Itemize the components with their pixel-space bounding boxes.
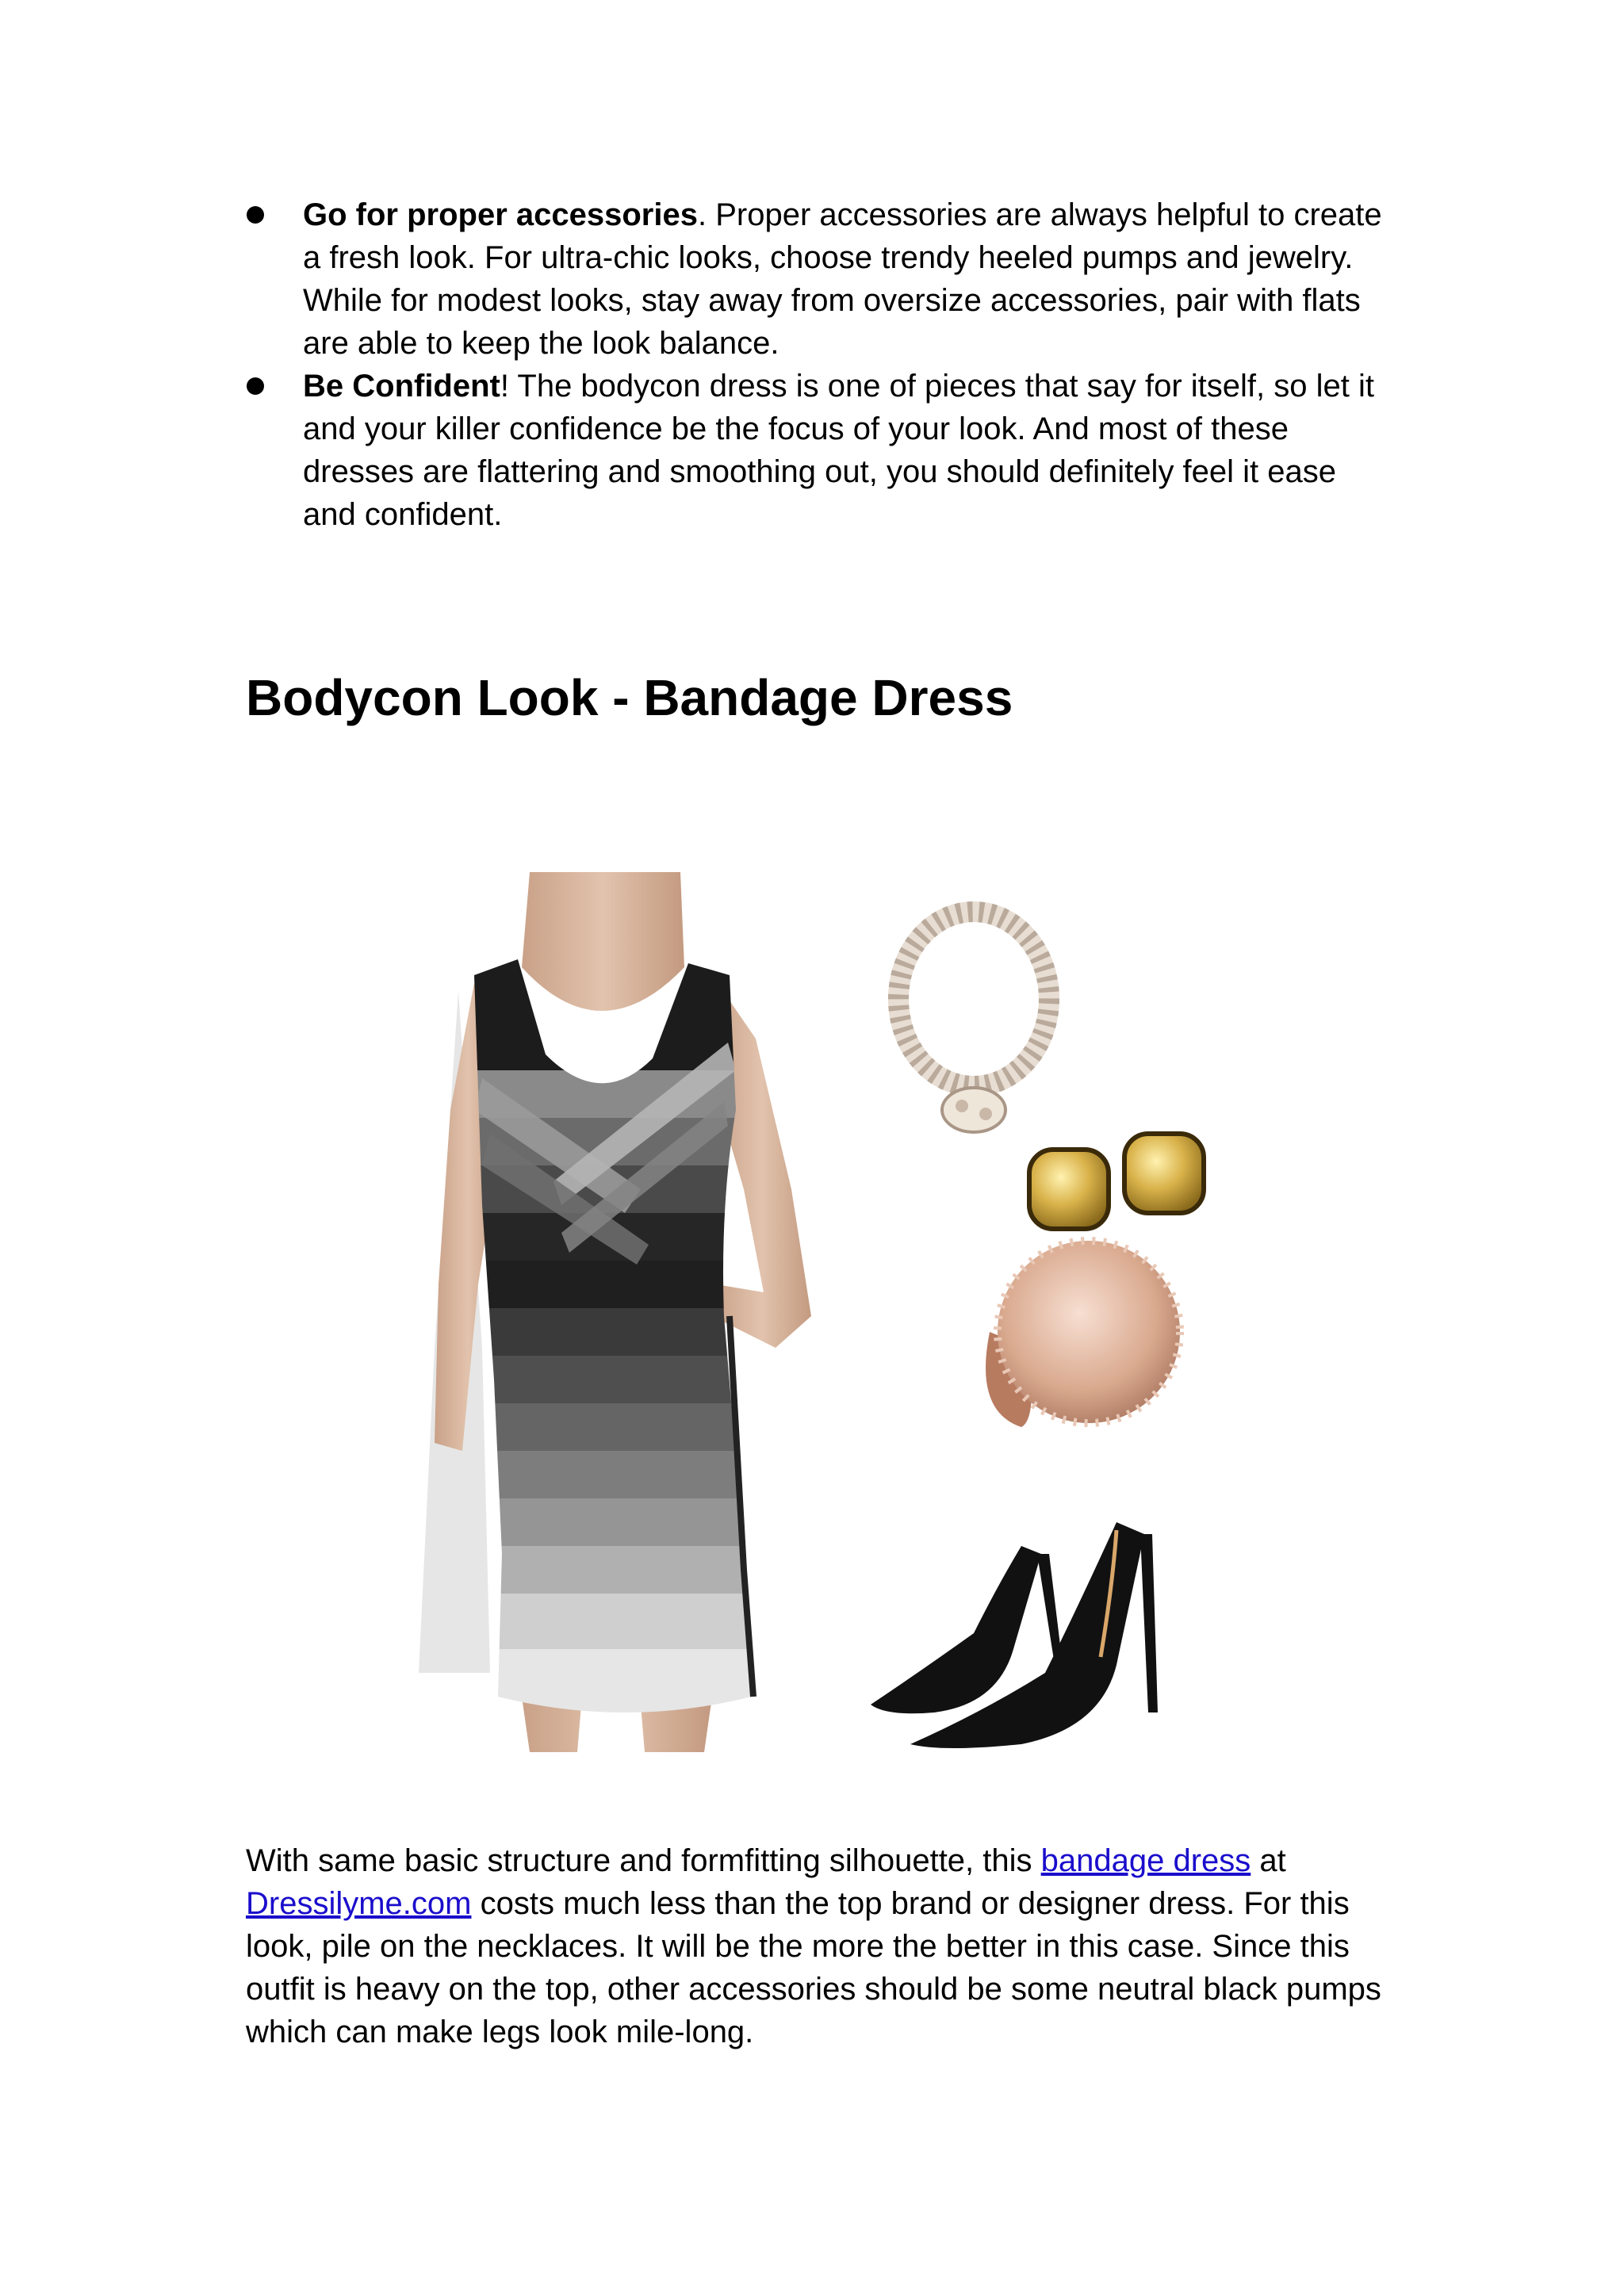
bullet-punct: ! xyxy=(500,369,509,404)
bullet-punct: . xyxy=(697,197,707,232)
paragraph-text: at xyxy=(1251,1843,1286,1878)
section-heading: Bodycon Look - Bandage Dress xyxy=(246,669,1013,726)
paragraph-text: With same basic structure and formfitting silhouette, this xyxy=(246,1843,1041,1878)
cocktail-ring-icon xyxy=(986,1241,1180,1427)
bullet-title: Be Confident xyxy=(303,369,500,404)
bullet-text: Proper accessories are always helpful to create a fresh look. For ultra-chic looks, choose trendy heeled pumps and jewelry. While for modest looks, stay away from oversize accessories, pair with flats are able to keep the look balance. xyxy=(303,197,1382,361)
necklace-icon xyxy=(898,912,1049,1132)
black-pumps-icon xyxy=(871,1522,1158,1748)
outfit-collage-image xyxy=(363,872,1251,1768)
bandage-dress-link[interactable]: bandage dress xyxy=(1040,1843,1251,1878)
bullet-icon xyxy=(247,206,264,224)
body-paragraph xyxy=(246,1839,1396,2053)
gold-earrings-icon xyxy=(1029,1134,1204,1229)
paragraph-text: costs much less than the top brand or designer dress. For this look, pile on the necklaces. It will be the more the better in this case. Since this outfit is heavy on the top, other accessories should be some neutral black pumps which can make legs look mile-long. xyxy=(246,1886,1381,2049)
bullet-text: The bodycon dress is one of pieces that say for itself, so let it and your killer confidence be the focus of your look. And most of these dresses are flattering and smoothing out, you should definitely feel it ease and confident. xyxy=(303,369,1374,532)
bullet-item-confident xyxy=(246,365,1396,536)
bullet-title: Go for proper accessories xyxy=(303,197,698,232)
bullet-item-accessories xyxy=(246,193,1396,365)
bandage-dress xyxy=(442,951,776,1712)
bullet-list xyxy=(246,193,1396,536)
dressilyme-link[interactable]: Dressilyme.com xyxy=(246,1886,472,1921)
bullet-icon xyxy=(247,377,264,395)
outfit-collage-illustration xyxy=(363,872,1251,1768)
model-skin xyxy=(522,872,684,1011)
